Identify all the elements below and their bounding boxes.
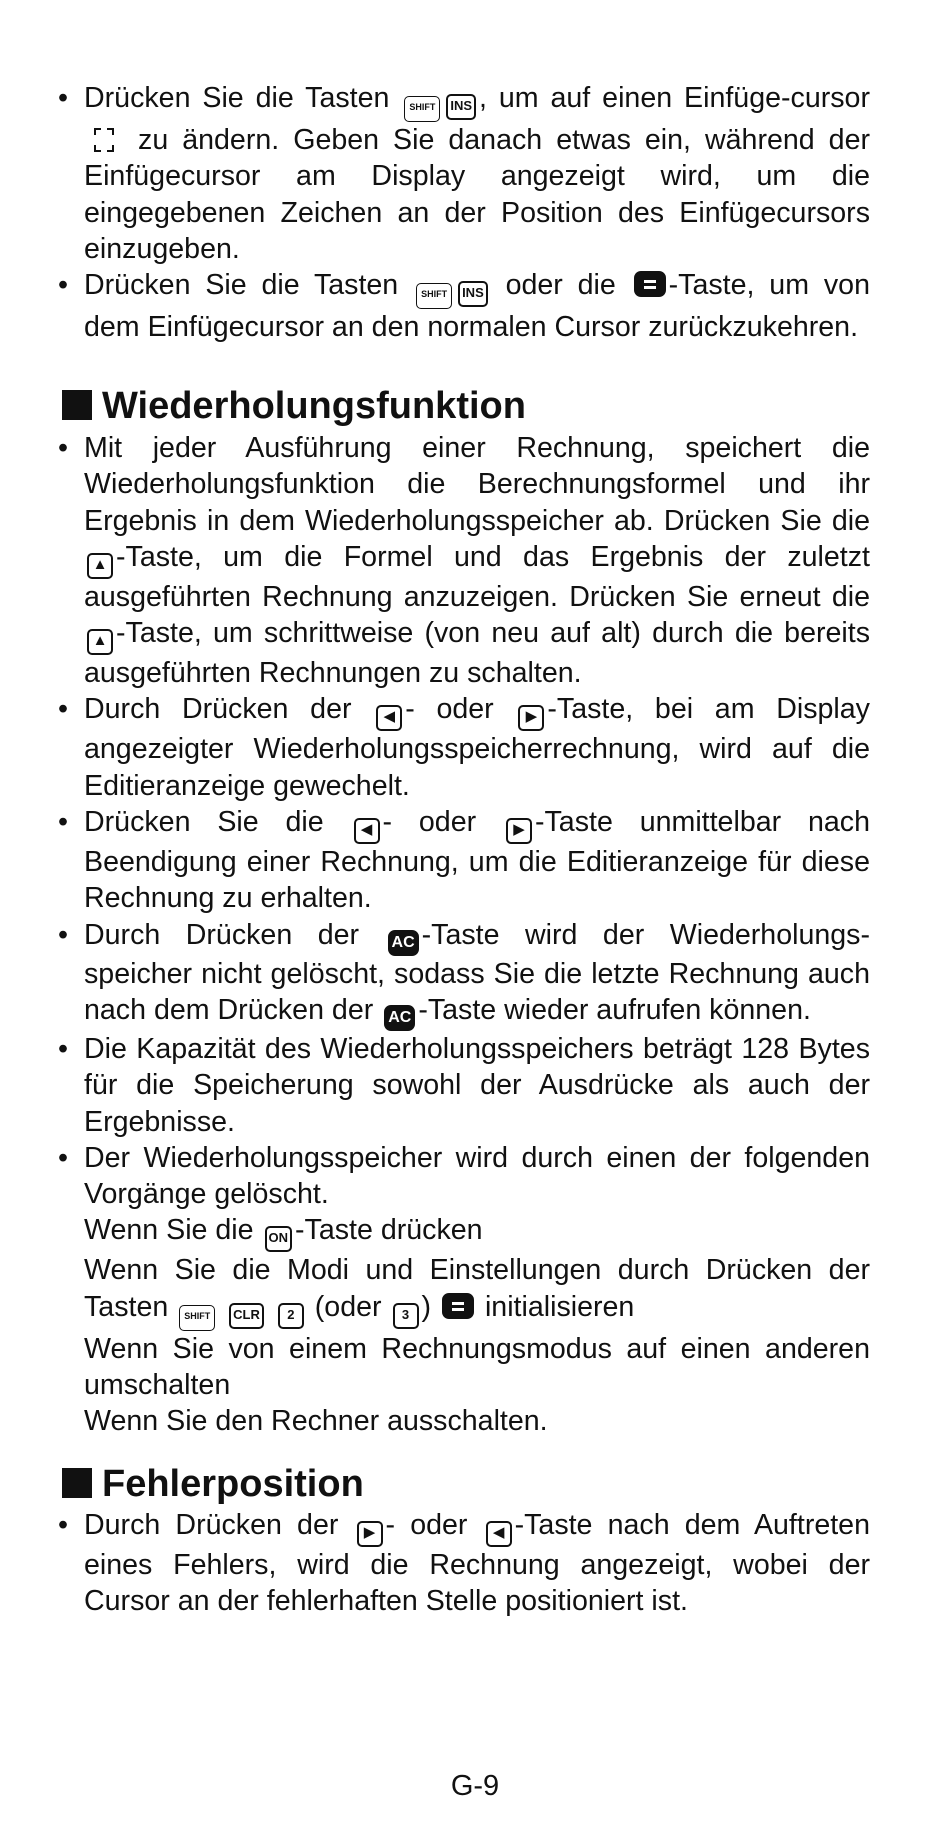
ins-key-icon: INS — [458, 281, 488, 307]
text: -Taste wird der Wiederholungs-speicher nicht gelöscht, sodass Sie die letzte Rechnung auch nach dem Drücken der — [84, 918, 870, 1026]
text: Durch Drücken der — [84, 1509, 339, 1541]
insert-cursor-icon — [94, 128, 114, 152]
left-arrow-key-icon: ◀ — [354, 818, 380, 844]
list-item — [58, 804, 870, 917]
ac-key-icon: AC — [388, 930, 419, 956]
text: , um auf einen Einfüge-cursor — [479, 82, 870, 114]
text: -Taste unmittelbar nach Beendigung einer Rechnung, um die Editieranzeige für diese Rechnung zu erhalten. — [84, 806, 870, 915]
right-arrow-key-icon: ▶ — [506, 818, 532, 844]
left-arrow-key-icon: ◀ — [376, 705, 402, 731]
text: -Taste, bei am Display angezeigter Wiederholungsspeicherrechnung, wird auf die Editieranzeige gewechelt. — [84, 693, 870, 802]
text: Durch Drücken der — [84, 918, 360, 951]
up-arrow-key-icon: ▲ — [87, 553, 113, 579]
sub-item: Wenn Sie den Rechner ausschalten. — [84, 1405, 548, 1438]
list-item — [58, 1031, 870, 1140]
left-arrow-key-icon: ◀ — [486, 1521, 512, 1547]
text: Drücken Sie die Tasten — [84, 269, 399, 302]
error-list — [58, 1507, 870, 1620]
text: Die Kapazität des Wiederholungsspeichers beträgt 128 Bytes für die Speicherung sowohl der Ausdrücke als auch der Ergebnisse. — [84, 1032, 870, 1138]
right-arrow-key-icon: ▶ — [357, 1521, 383, 1547]
list-item — [58, 917, 870, 1031]
sub-item — [84, 1212, 870, 1252]
heading-text: Fehlerposition — [102, 1463, 364, 1505]
section-heading-fehlerposition — [62, 1462, 364, 1506]
equals-key-icon — [442, 1293, 474, 1319]
text: Der Wiederholungsspeicher wird durch einen der folgenden Vorgänge gelöscht. — [84, 1141, 870, 1211]
list-item — [58, 430, 870, 691]
sub-item — [84, 1252, 870, 1330]
text: - oder — [405, 693, 494, 726]
heading-text: Wiederholungsfunktion — [102, 385, 526, 427]
list-item — [58, 691, 870, 804]
up-arrow-key-icon: ▲ — [87, 629, 113, 655]
text: (oder — [314, 1290, 382, 1323]
text: -Taste drücken — [295, 1214, 483, 1247]
text: Durch Drücken der — [84, 693, 352, 726]
sub-item: Wenn Sie von einem Rechnungsmodus auf einen anderen umschalten — [84, 1332, 870, 1402]
intro-list — [58, 80, 870, 345]
ins-key-icon: INS — [446, 94, 476, 120]
text: ) — [421, 1290, 432, 1323]
text: initialisieren — [484, 1290, 635, 1323]
text: - oder — [385, 1509, 468, 1541]
equals-key-icon — [634, 271, 666, 297]
text: Mit jeder Ausführung einer Rechnung, speichert die Wiederholungsfunktion die Berechnungsformel und ihr Ergebnis in dem Wiederholungsspeicher ab. Drücken Sie die — [84, 432, 870, 537]
replay-list — [58, 430, 870, 1440]
list-item — [58, 1507, 870, 1620]
text: Drücken Sie die Tasten — [84, 82, 390, 114]
text: oder die — [505, 269, 616, 302]
three-key-icon: 3 — [393, 1303, 419, 1329]
text: Drücken Sie die — [84, 806, 324, 839]
shift-key-icon: SHIFT — [416, 283, 452, 309]
two-key-icon: 2 — [278, 1303, 304, 1329]
text: -Taste wieder aufrufen können. — [418, 993, 811, 1026]
text: -Taste, um die Formel und das Ergebnis der zuletzt ausgeführten Rechnung anzuzeigen. Drücken Sie erneut die — [84, 540, 870, 613]
square-bullet-icon — [62, 1468, 92, 1498]
section-heading-wiederholung — [62, 384, 526, 428]
right-arrow-key-icon: ▶ — [518, 705, 544, 731]
text: Wenn Sie die Modi und Einstellungen durch Drücken der Tasten — [84, 1254, 870, 1323]
on-key-icon: ON — [265, 1226, 293, 1252]
ac-key-icon: AC — [384, 1005, 415, 1031]
clr-key-icon: CLR — [229, 1303, 264, 1329]
list-item — [58, 267, 870, 345]
shift-key-icon: SHIFT — [404, 96, 440, 122]
text: -Taste, um von dem Einfügecursor an den normalen Cursor zurückzukehren. — [84, 269, 870, 344]
list-item — [58, 80, 870, 267]
text: zu ändern. Geben Sie danach etwas ein, während der Einfügecursor am Display angezeigt wird, um die eingegebenen Zeichen an der Position des Einfügecursors einzugeben. — [84, 124, 871, 265]
text: - oder — [382, 806, 477, 839]
text: -Taste, um schrittweise (von neu auf alt) durch die bereits ausgeführten Rechnungen zu schalten. — [84, 617, 870, 690]
page-number: G-9 — [450, 1770, 500, 1802]
list-item — [58, 1140, 870, 1440]
square-bullet-icon — [62, 390, 92, 420]
shift-key-icon: SHIFT — [179, 1305, 215, 1331]
text: -Taste nach dem Auftreten eines Fehlers, wird die Rechnung angezeigt, wobei der Cursor an der fehlerhaften Stelle positioniert ist. — [84, 1509, 870, 1618]
text: Wenn Sie die — [84, 1214, 254, 1247]
